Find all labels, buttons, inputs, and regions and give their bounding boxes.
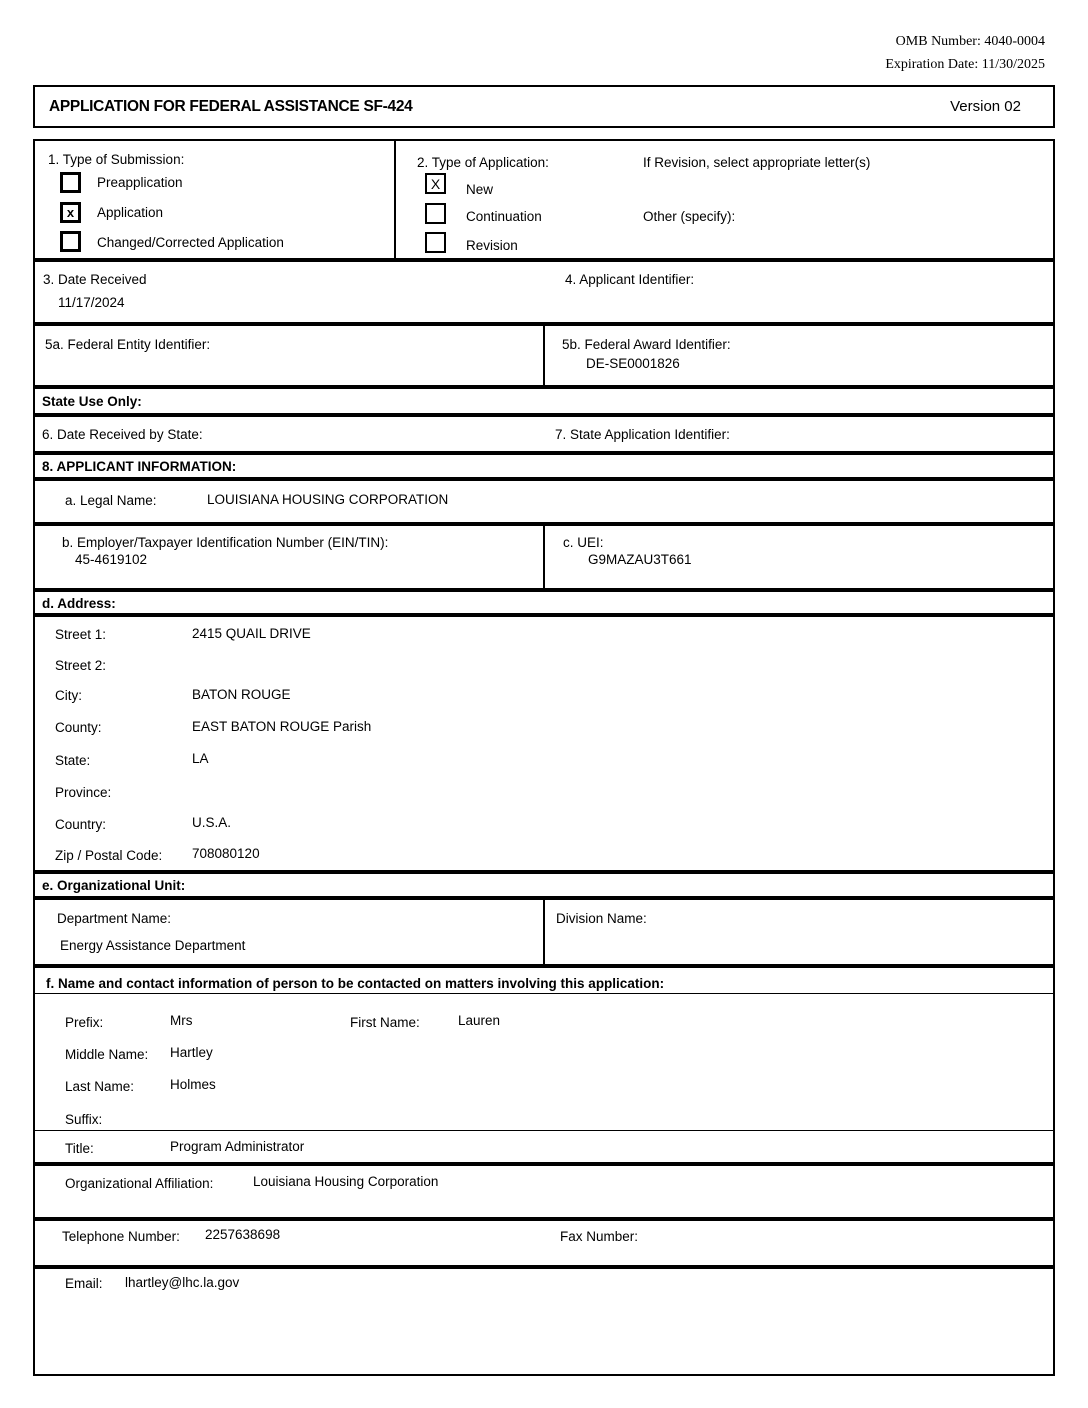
- uei-value[interactable]: G9MAZAU3T661: [588, 552, 692, 567]
- province-label: Province:: [55, 785, 112, 800]
- org-affiliation-value[interactable]: Louisiana Housing Corporation: [253, 1174, 439, 1189]
- city-label: City:: [55, 688, 82, 703]
- revision-label: Revision: [466, 238, 518, 253]
- federal-award-identifier-label: 5b. Federal Award Identifier:: [562, 337, 731, 352]
- row-ein-uei: [35, 526, 1053, 588]
- row-org-unit-title: [35, 874, 1053, 896]
- middle-name-label: Middle Name:: [65, 1047, 149, 1062]
- date-received-by-state-label: 6. Date Received by State:: [42, 427, 203, 442]
- county-value[interactable]: EAST BATON ROUGE Parish: [192, 719, 372, 734]
- other-specify-label: Other (specify):: [643, 209, 736, 224]
- row-org-affiliation: [35, 1166, 1053, 1217]
- form-header: [33, 85, 1055, 128]
- row-email: [35, 1269, 1053, 1355]
- email-label: Email:: [65, 1276, 103, 1291]
- middle-name-value[interactable]: Hartley: [170, 1045, 213, 1060]
- division-cell: [545, 900, 1053, 964]
- applicant-identifier-label: 4. Applicant Identifier:: [565, 272, 695, 287]
- address-title: d. Address:: [42, 596, 116, 611]
- first-name-label: First Name:: [350, 1015, 420, 1030]
- org-affiliation-label: Organizational Affiliation:: [65, 1176, 214, 1191]
- prefix-value[interactable]: Mrs: [170, 1013, 193, 1028]
- country-label: Country:: [55, 817, 107, 832]
- preapplication-checkbox[interactable]: [60, 172, 81, 193]
- row-applicant-information-title: [35, 455, 1053, 477]
- section-type-of-submission: [35, 141, 396, 258]
- department-name-value[interactable]: Energy Assistance Department: [60, 938, 246, 953]
- row-telephone-fax: [35, 1221, 1053, 1265]
- federal-award-identifier-value[interactable]: DE-SE0001826: [586, 356, 680, 371]
- ein-cell: [35, 526, 545, 588]
- row-submission-and-application-type: [35, 141, 1053, 258]
- legal-name-label: a. Legal Name:: [65, 493, 157, 508]
- changed-corrected-label: Changed/Corrected Application: [97, 235, 284, 250]
- department-cell: [35, 900, 545, 964]
- last-name-value[interactable]: Holmes: [170, 1077, 216, 1092]
- state-value[interactable]: LA: [192, 751, 209, 766]
- telephone-label: Telephone Number:: [62, 1229, 180, 1244]
- address-block: [35, 617, 1053, 870]
- applicant-information-title: 8. APPLICANT INFORMATION:: [42, 459, 237, 474]
- federal-award-identifier-cell: [545, 326, 1053, 385]
- last-name-label: Last Name:: [65, 1079, 135, 1094]
- ein-value[interactable]: 45-4619102: [75, 552, 148, 567]
- omb-block: [885, 30, 1045, 76]
- continuation-label: Continuation: [466, 209, 542, 224]
- telephone-value[interactable]: 2257638698: [205, 1227, 281, 1242]
- row-state-received: [35, 417, 1053, 451]
- email-value[interactable]: lhartley@lhc.la.gov: [125, 1275, 240, 1290]
- omb-number: OMB Number: 4040-0004: [895, 34, 1045, 49]
- date-received-label: 3. Date Received: [43, 272, 147, 287]
- org-unit-title: e. Organizational Unit:: [42, 878, 186, 893]
- division-name-label: Division Name:: [556, 911, 647, 926]
- form-version: Version 02: [950, 98, 1021, 115]
- job-title-label: Title:: [65, 1141, 94, 1156]
- type-of-submission-label: 1. Type of Submission:: [48, 152, 185, 167]
- date-received-value[interactable]: 11/17/2024: [58, 295, 125, 310]
- state-application-identifier-label: 7. State Application Identifier:: [555, 427, 730, 442]
- city-value[interactable]: BATON ROUGE: [192, 687, 291, 702]
- row-contact-title: [35, 968, 1053, 993]
- form-body: [33, 139, 1055, 1376]
- form-title: APPLICATION FOR FEDERAL ASSISTANCE SF-424: [49, 97, 413, 115]
- uei-label: c. UEI:: [563, 535, 604, 550]
- revision-checkbox[interactable]: [425, 232, 446, 253]
- row-address-title: [35, 592, 1053, 613]
- row-state-use-only: [35, 389, 1053, 413]
- uei-cell: [545, 526, 1053, 588]
- suffix-label: Suffix:: [65, 1112, 103, 1127]
- row-job-title: [35, 1131, 1053, 1162]
- changed-corrected-checkbox[interactable]: [60, 231, 81, 252]
- omb-expiration-date: Expiration Date: 11/30/2025: [885, 57, 1045, 72]
- federal-entity-identifier-label: 5a. Federal Entity Identifier:: [45, 337, 211, 352]
- zip-value[interactable]: 708080120: [192, 846, 260, 861]
- street1-value[interactable]: 2415 QUAIL DRIVE: [192, 626, 311, 641]
- department-name-label: Department Name:: [57, 911, 172, 926]
- country-value[interactable]: U.S.A.: [192, 815, 232, 830]
- state-use-only-label: State Use Only:: [42, 394, 142, 409]
- application-label: Application: [97, 205, 164, 220]
- application-checkbox[interactable]: x: [60, 202, 81, 223]
- ein-label: b. Employer/Taxpayer Identification Number (EIN/TIN):: [62, 535, 389, 550]
- row-date-received: [35, 262, 1053, 322]
- legal-name-value[interactable]: LOUISIANA HOUSING CORPORATION: [207, 492, 449, 507]
- first-name-value[interactable]: Lauren: [458, 1013, 501, 1028]
- county-label: County:: [55, 720, 102, 735]
- prefix-label: Prefix:: [65, 1015, 104, 1030]
- federal-entity-identifier-cell: [35, 326, 545, 385]
- row-legal-name: [35, 481, 1053, 522]
- preapplication-label: Preapplication: [97, 175, 183, 190]
- contact-title: f. Name and contact information of person to be contacted on matters involving this application:: [46, 976, 665, 991]
- if-revision-label: If Revision, select appropriate letter(s): [643, 155, 871, 170]
- row-department-division: [35, 900, 1053, 964]
- state-label: State:: [55, 753, 91, 768]
- street1-label: Street 1:: [55, 627, 107, 642]
- new-checkbox[interactable]: X: [425, 173, 446, 194]
- section-type-of-application: [396, 141, 1053, 258]
- job-title-value[interactable]: Program Administrator: [170, 1139, 305, 1154]
- fax-label: Fax Number:: [560, 1229, 639, 1244]
- street2-label: Street 2:: [55, 658, 107, 673]
- zip-label: Zip / Postal Code:: [55, 848, 163, 863]
- row-federal-identifiers: [35, 326, 1053, 385]
- new-label: New: [466, 182, 494, 197]
- type-of-application-label: 2. Type of Application:: [417, 155, 549, 170]
- contact-name-block: [35, 994, 1053, 1130]
- continuation-checkbox[interactable]: [425, 203, 446, 224]
